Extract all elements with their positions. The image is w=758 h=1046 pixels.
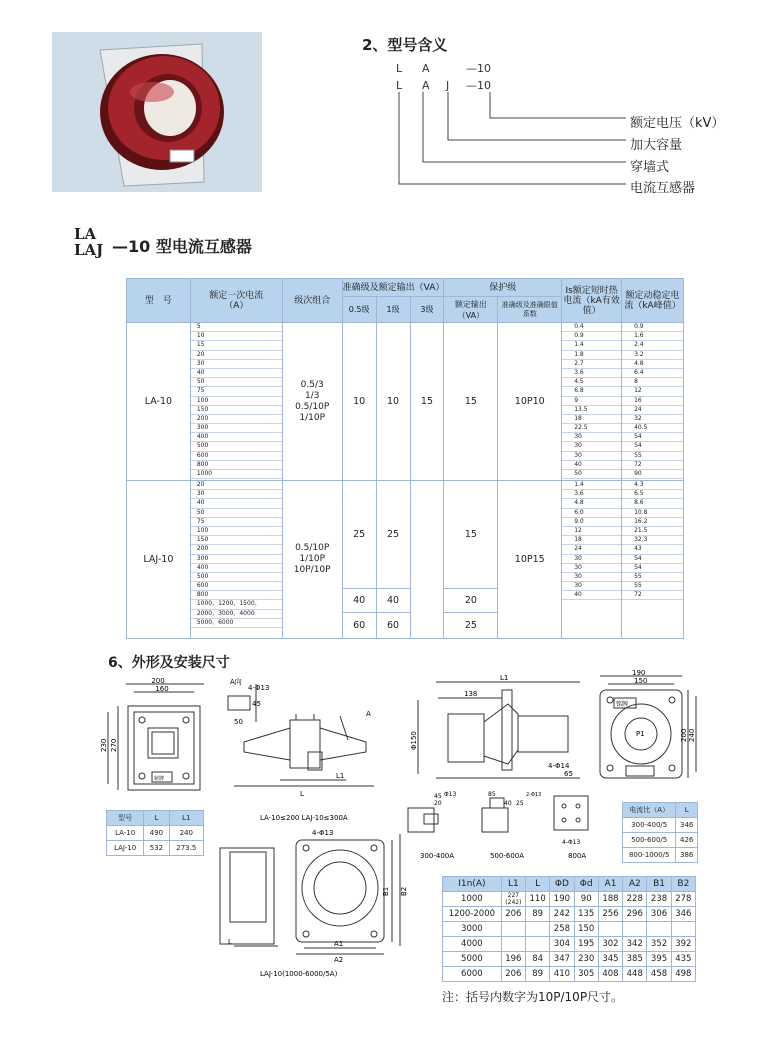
list-item: 800 (191, 591, 282, 600)
list-item: 100 (191, 397, 282, 406)
column-header: L (526, 877, 550, 892)
list-item: 54 (622, 433, 683, 442)
list-item: 50 (562, 470, 621, 479)
dim-4phi13: 4-Φ13 (562, 839, 581, 846)
combo-line: 0.5/3 (300, 379, 324, 390)
list-item: 13.5 (562, 406, 621, 415)
combo-line: 1/3 (304, 390, 320, 401)
list-item: 600 (191, 452, 282, 461)
laj10-dynamic (622, 481, 684, 639)
header-class-combo: 级次组合 (282, 279, 342, 323)
table-cell (623, 922, 647, 937)
table-cell: 5000 (443, 952, 502, 967)
column-header: A2 (623, 877, 647, 892)
table-cell (501, 937, 525, 952)
list-item: 18 (562, 415, 621, 424)
list-item: 40 (191, 499, 282, 508)
model-meaning-leader-lines (390, 88, 630, 188)
table-cell: 278 (671, 892, 695, 907)
la10-acc-3: 15 (410, 323, 444, 481)
table-cell (671, 922, 695, 937)
list-item: 9 (562, 397, 621, 406)
table-cell: 238 (647, 892, 671, 907)
table-cell: 110 (526, 892, 550, 907)
header-rated-current-unit: （A） (224, 300, 249, 311)
dim-230: 230 (100, 738, 108, 752)
laj10-combo (282, 481, 342, 639)
table-cell: 150 (574, 922, 598, 937)
laj10-currents (190, 481, 282, 639)
list-item: 2.7 (562, 360, 621, 369)
list-item: 32.3 (622, 536, 683, 545)
table-cell: 347 (550, 952, 574, 967)
th-l: L (144, 811, 169, 826)
side-view-caption: LA-10≤200 LAJ-10≤300A (260, 814, 348, 822)
label-increased-capacity: 加大容量 (630, 138, 683, 153)
list-item: 1.6 (622, 332, 683, 341)
dim-45: 45 (252, 700, 261, 708)
list-item: 30 (191, 490, 282, 499)
table-cell: 4000 (443, 937, 502, 952)
table-cell: 1000 (443, 892, 502, 907)
dim-85: 85 (488, 791, 496, 798)
list-item: 400 (191, 564, 282, 573)
list-item: 90 (622, 470, 683, 479)
list-item: 40.5 (622, 424, 683, 433)
list-item: 8.6 (622, 499, 683, 508)
table-row (443, 907, 696, 922)
title-laj: LAJ (74, 241, 104, 259)
laj10-acc-1-c: 60 (376, 613, 410, 639)
table-cell: 392 (671, 937, 695, 952)
table-cell: 227 (242) (501, 892, 525, 907)
product-photo (52, 32, 262, 192)
label-300-400a: 300-400A (420, 852, 455, 860)
dim-a: A (366, 710, 371, 718)
list-item: 32 (622, 415, 683, 424)
list-item: 55 (622, 582, 683, 591)
combo-line: 0.5/10P (295, 543, 330, 553)
list-item: 75 (191, 518, 282, 527)
cell: 800-1000/5 (623, 848, 676, 863)
list-item: 15 (191, 341, 282, 350)
list-item: 55 (622, 452, 683, 461)
table-cell: 3000 (443, 922, 502, 937)
list-item: 30 (562, 555, 621, 564)
la10-dynamic (622, 323, 684, 481)
title-rest: —10 型电流互感器 (112, 237, 252, 256)
table-row (443, 967, 696, 982)
table-cell: 190 (550, 892, 574, 907)
cell: 500-600/5 (623, 833, 676, 848)
dim-a1: A1 (334, 940, 344, 948)
header-acc-05: 0.5级 (342, 297, 376, 323)
column-header: B2 (671, 877, 695, 892)
laj10-acc-3 (410, 481, 444, 639)
table-row (443, 922, 696, 937)
dim-b2: B2 (400, 886, 408, 896)
table-cell: 352 (647, 937, 671, 952)
header-protection: 保护级 (444, 279, 562, 297)
list-item: 21.5 (622, 527, 683, 536)
table-cell: 89 (526, 907, 550, 922)
list-item: 54 (622, 564, 683, 573)
list-item: 100 (191, 527, 282, 536)
column-header: A1 (598, 877, 622, 892)
list-item: 22.5 (562, 424, 621, 433)
label-wall-type: 穿墙式 (630, 160, 670, 175)
dim-4phi13: 4-Φ13 (312, 829, 334, 837)
header-accuracy: 准确级及额定输出（VA） (342, 279, 444, 297)
dim-190: 190 (632, 669, 646, 677)
combo-line: 1/10P (299, 412, 326, 423)
table-cell (647, 922, 671, 937)
combo-line: 1/10P (299, 554, 326, 564)
list-item: 2.4 (622, 341, 683, 350)
dim-240: 240 (688, 728, 696, 742)
list-item: 16.2 (622, 518, 683, 527)
list-item: 500 (191, 442, 282, 451)
header-rated-current (190, 279, 282, 323)
list-item: 20 (191, 481, 282, 490)
section6-title: 6、外形及安装尺寸 (108, 655, 230, 671)
cell: 346 (676, 818, 698, 833)
table-cell (526, 922, 550, 937)
cell: 300-400/5 (623, 818, 676, 833)
column-header: B1 (647, 877, 671, 892)
dim-a-view: A向 (230, 678, 242, 686)
table-cell: 435 (671, 952, 695, 967)
list-item: 54 (622, 442, 683, 451)
dim-200: 200 (151, 677, 165, 685)
table-cell: 89 (526, 967, 550, 982)
th-ratio: 电流比（A） (623, 803, 676, 818)
laj10-prot-output-b: 20 (444, 589, 498, 613)
table-cell: 188 (598, 892, 622, 907)
table-cell: 306 (647, 907, 671, 922)
list-item: 12 (562, 527, 621, 536)
list-item: 4.5 (562, 378, 621, 387)
cell: 386 (676, 848, 698, 863)
dim-l1: L1 (336, 772, 345, 780)
list-item: 3.6 (562, 490, 621, 499)
la10-model: LA-10 (127, 323, 191, 481)
laj10-prot-limit: 10P15 (498, 481, 562, 639)
nameplate-label: 铭牌 (154, 776, 165, 782)
table-cell: 342 (623, 937, 647, 952)
list-item: 8 (622, 378, 683, 387)
list-item: 1.4 (562, 341, 621, 350)
table-cell: 135 (574, 907, 598, 922)
drawing-terminals (404, 784, 604, 864)
dim-2phi13: 2-Φ13 (526, 792, 542, 798)
th-l1: L1 (169, 811, 203, 826)
table-cell: 408 (598, 967, 622, 982)
list-item: 9.0 (562, 518, 621, 527)
list-item: 3.2 (622, 351, 683, 360)
list-item: 5000、6000 (191, 619, 282, 628)
la10-currents (190, 323, 282, 481)
la10-prot-output: 15 (444, 323, 498, 481)
table-cell: 90 (574, 892, 598, 907)
list-item: 6.0 (562, 509, 621, 518)
list-item: 20 (191, 351, 282, 360)
list-item: 150 (191, 406, 282, 415)
header-prot-output: 额定输出（VA） (444, 297, 498, 323)
code-j: J (446, 79, 450, 92)
laj10-large-caption: LAJ-10(1000-6000/5A) (260, 970, 338, 978)
table-cell: 296 (623, 907, 647, 922)
code-a: A (422, 62, 430, 75)
dim-20: 20 (434, 800, 442, 807)
list-item: 300 (191, 424, 282, 433)
table-cell: 302 (598, 937, 622, 952)
drawing-front-view (100, 676, 214, 796)
nameplate-label: 铭牌 (616, 701, 629, 708)
dim-138: 138 (464, 690, 478, 698)
column-header: L1 (501, 877, 525, 892)
laj10-prot-output-c: 25 (444, 613, 498, 639)
dim-25: 25 (516, 800, 524, 807)
drawing-laj10-large (216, 826, 416, 980)
terminal-p1: P1 (636, 730, 645, 738)
model-dim-table (106, 810, 204, 856)
table-row (443, 952, 696, 967)
list-item: 4.8 (622, 360, 683, 369)
dim-l: L (300, 790, 304, 798)
dim-50: 50 (234, 718, 243, 726)
table-cell: 228 (623, 892, 647, 907)
list-item: 6.4 (622, 369, 683, 378)
table-row (443, 892, 696, 907)
table-cell: 458 (647, 967, 671, 982)
table-cell: 498 (671, 967, 695, 982)
list-item: 6.5 (622, 490, 683, 499)
dim-160: 160 (155, 685, 169, 693)
code-a: A (422, 79, 430, 92)
la10-acc-05: 10 (342, 323, 376, 481)
list-item: 16 (622, 397, 683, 406)
dim-phi13: Φ13 (444, 791, 457, 798)
header-acc-1: 1级 (376, 297, 410, 323)
th-l: L (676, 803, 698, 818)
product-title (74, 226, 103, 258)
laj10-acc-1-a: 25 (376, 481, 410, 589)
cell: 490 (144, 826, 169, 841)
list-item: 4.8 (562, 499, 621, 508)
drawing-large-side-view (408, 674, 588, 784)
list-item: 200 (191, 415, 282, 424)
cell: 532 (144, 841, 169, 856)
list-item: 0.9 (562, 332, 621, 341)
list-item: 55 (622, 573, 683, 582)
list-item: 50 (191, 378, 282, 387)
table-cell: 395 (647, 952, 671, 967)
table-cell (501, 922, 525, 937)
code-10: —10 (466, 79, 491, 92)
dim-270: 270 (110, 738, 118, 752)
list-item: 30 (562, 442, 621, 451)
list-item: 18 (562, 536, 621, 545)
laj10-acc-05-c: 60 (342, 613, 376, 639)
list-item: 24 (562, 545, 621, 554)
dim-45: 45 (434, 793, 442, 800)
list-item: 400 (191, 433, 282, 442)
cell: LA-10 (107, 826, 144, 841)
list-item: 2000、3000、4000 (191, 610, 282, 619)
cell: 273.5 (169, 841, 203, 856)
table-cell (598, 922, 622, 937)
cell: LAJ-10 (107, 841, 144, 856)
table-row (443, 937, 696, 952)
list-item: 6.8 (562, 387, 621, 396)
list-item: 5 (191, 323, 282, 332)
list-item: 54 (622, 555, 683, 564)
column-header: I1n(A) (443, 877, 502, 892)
table-cell: 242 (550, 907, 574, 922)
dim-phi150: Φ150 (410, 731, 418, 750)
list-item: 40 (562, 591, 621, 600)
list-item: 1000、1200、1500、 (191, 600, 282, 609)
dim-l: L (228, 938, 232, 946)
laj10-acc-05-b: 40 (342, 589, 376, 613)
laj10-acc-05-a: 25 (342, 481, 376, 589)
code-10: —10 (466, 62, 491, 75)
table-cell: 410 (550, 967, 574, 982)
list-item: 75 (191, 387, 282, 396)
table-cell: 346 (671, 907, 695, 922)
table-cell: 230 (574, 952, 598, 967)
list-item: 10 (191, 332, 282, 341)
laj10-model: LAJ-10 (127, 481, 191, 639)
table-cell: 1200-2000 (443, 907, 502, 922)
table-cell: 258 (550, 922, 574, 937)
ratio-table (622, 802, 698, 863)
list-item: 30 (191, 360, 282, 369)
column-header: ΦD (550, 877, 574, 892)
list-item: 1.8 (562, 351, 621, 360)
header-prot-limit: 准确级及准确限值系数 (498, 297, 562, 323)
list-item: 4.3 (622, 481, 683, 490)
table-cell: 385 (623, 952, 647, 967)
list-item: 150 (191, 536, 282, 545)
label-500-600a: 500-600A (490, 852, 525, 860)
list-item: 50 (191, 509, 282, 518)
header-thermal: Is额定短时热电流（kA有效值） (562, 279, 622, 323)
dimension-table (442, 876, 696, 982)
cell: 240 (169, 826, 203, 841)
list-item: 1000 (191, 470, 282, 479)
table-cell: 195 (574, 937, 598, 952)
list-item: 200 (191, 545, 282, 554)
laj10-thermal (562, 481, 622, 639)
header-acc-3: 3级 (410, 297, 444, 323)
label-current-transformer: 电流互感器 (630, 181, 696, 196)
dim-4phi14: 4-Φ14 (548, 762, 570, 770)
table-cell: 206 (501, 967, 525, 982)
dim-4phi13: 4-Φ13 (248, 684, 270, 692)
table-cell: 6000 (443, 967, 502, 982)
list-item: 30 (562, 433, 621, 442)
table-cell: 448 (623, 967, 647, 982)
list-item: 30 (562, 573, 621, 582)
table-cell: 304 (550, 937, 574, 952)
header-rated-current-label: 额定一次电流 (209, 290, 264, 301)
label-800a: 800A (568, 852, 587, 860)
table-cell: 196 (501, 952, 525, 967)
header-dynamic: 额定动稳定电流（kA峰值） (622, 279, 684, 323)
list-item: 300 (191, 555, 282, 564)
table-cell: 256 (598, 907, 622, 922)
list-item: 40 (562, 461, 621, 470)
dim-a2: A2 (334, 956, 344, 964)
column-header: Φd (574, 877, 598, 892)
la10-combo (282, 323, 342, 481)
list-item: 30 (562, 582, 621, 591)
code-l: L (396, 79, 403, 92)
dim-l1: L1 (500, 674, 509, 682)
table-cell: 305 (574, 967, 598, 982)
table-cell: 206 (501, 907, 525, 922)
list-item: 800 (191, 461, 282, 470)
combo-line: 10P/10P (293, 565, 331, 575)
dim-b1: B1 (382, 886, 390, 896)
list-item: 24 (622, 406, 683, 415)
code-l: L (396, 62, 403, 75)
dim-200: 200 (680, 728, 688, 742)
dim-40: 40 (504, 800, 512, 807)
dim-150: 150 (634, 677, 648, 685)
list-item: 10.8 (622, 509, 683, 518)
dim-65: 65 (564, 770, 573, 778)
list-item: 72 (622, 591, 683, 600)
drawing-large-front-view (592, 668, 702, 788)
list-item: 43 (622, 545, 683, 554)
list-item: 1.4 (562, 481, 621, 490)
laj10-prot-output-a: 15 (444, 481, 498, 589)
model-meaning-title: 2、型号含义 (362, 36, 448, 54)
combo-line: 0.5/10P (295, 401, 330, 412)
header-model: 型 号 (127, 279, 191, 323)
th-model: 型号 (107, 811, 144, 826)
list-item: 600 (191, 582, 282, 591)
list-item: 0.9 (622, 323, 683, 332)
table-cell (526, 937, 550, 952)
spec-table (126, 278, 684, 639)
la10-prot-limit: 10P10 (498, 323, 562, 481)
drawing-side-view (220, 676, 390, 826)
list-item: 30 (562, 452, 621, 461)
footnote: 注：括号内数字为10P/10P尺寸。 (442, 990, 624, 1004)
list-item: 12 (622, 387, 683, 396)
cell: 426 (676, 833, 698, 848)
list-item: 500 (191, 573, 282, 582)
list-item: 30 (562, 564, 621, 573)
table-cell: 84 (526, 952, 550, 967)
la10-acc-1: 10 (376, 323, 410, 481)
laj10-acc-1-b: 40 (376, 589, 410, 613)
label-rated-voltage: 额定电压（kV） (630, 116, 725, 131)
table-cell: 345 (598, 952, 622, 967)
la10-thermal (562, 323, 622, 481)
list-item: 0.4 (562, 323, 621, 332)
list-item: 72 (622, 461, 683, 470)
list-item: 3.6 (562, 369, 621, 378)
title-la: LA (74, 225, 97, 243)
list-item: 40 (191, 369, 282, 378)
